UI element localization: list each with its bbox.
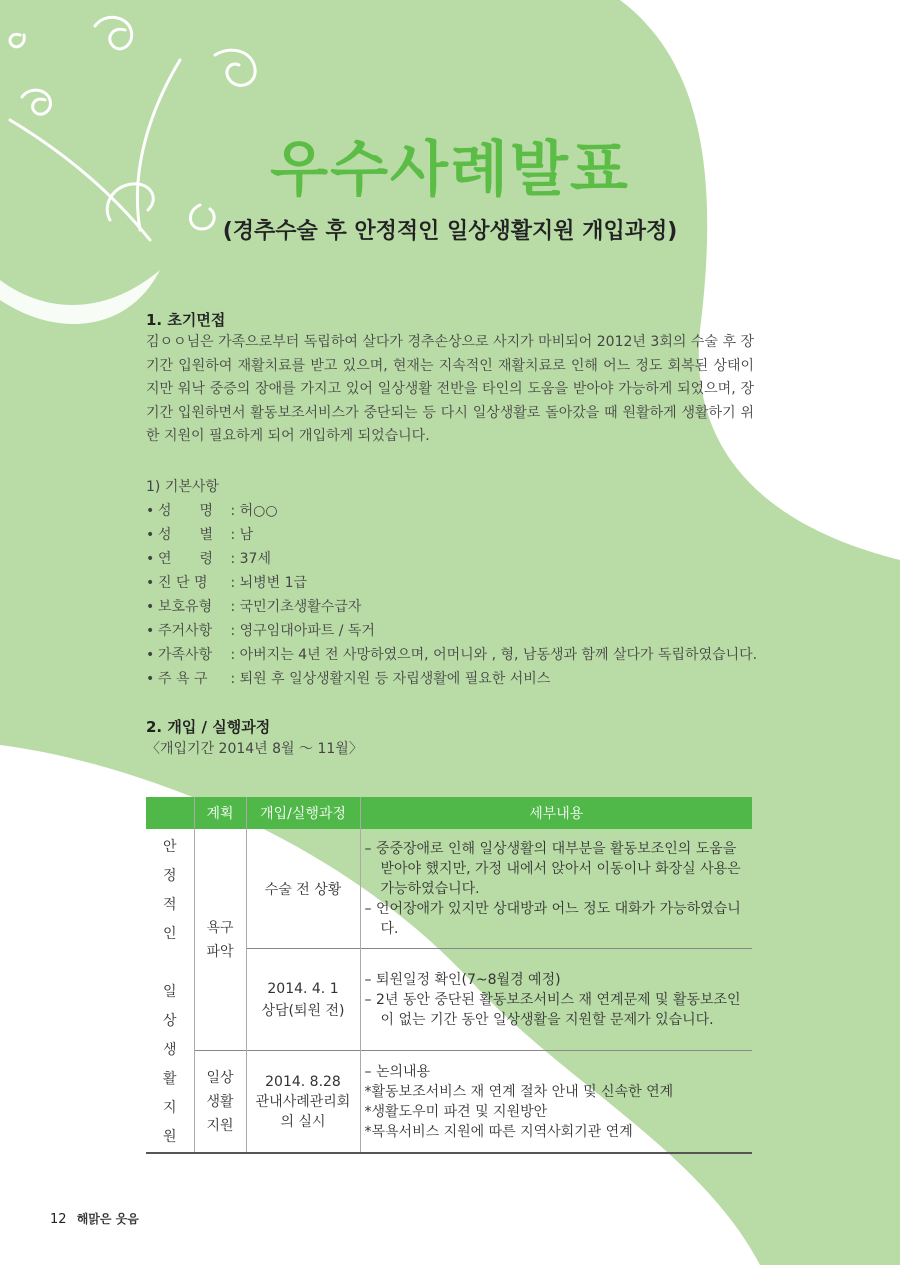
page-subtitle: (경추수술 후 안정적인 일상생활지원 개입과정) bbox=[222, 219, 678, 244]
table-header-cell: 계획 bbox=[194, 797, 246, 829]
list-item: • 성 별 : 남 bbox=[146, 526, 254, 543]
detail-cell: – 퇴원일정 확인(7~8월경 예정) – 2년 동안 중단된 활동보조서비스 재 연계문제 및 활동보조인이 없는 기간 동안 일상생활을 지원할 문제가 있습니다. bbox=[360, 949, 752, 1051]
list-item: • 진 단 명 : 뇌병변 1급 bbox=[146, 574, 308, 591]
list-item: • 주거사항 : 영구임대아파트 / 독거 bbox=[146, 622, 375, 639]
list-item: • 성 명 : 허○○ bbox=[146, 502, 278, 519]
basic-info-list bbox=[146, 499, 758, 691]
table-row bbox=[146, 1051, 752, 1153]
page-number: 12 bbox=[50, 1212, 67, 1227]
process-cell: 2014. 8.28 관내사례관리회 의 실시 bbox=[246, 1051, 360, 1153]
plan-cell: 욕구 파악 bbox=[194, 829, 246, 1051]
intervention-table bbox=[146, 797, 752, 1154]
magazine-logo: 해맑은 웃음 bbox=[76, 1212, 139, 1226]
list-item: • 보호유형 : 국민기초생활수급자 bbox=[146, 598, 362, 615]
table-header-cell: 개입/실행과정 bbox=[246, 797, 360, 829]
table-row bbox=[146, 829, 752, 949]
section1-paragraph: 김ㅇㅇ님은 가족으로부터 독립하여 살다가 경추손상으로 사지가 마비되어 2012년 3회의 수술 후 장기간 입원하여 재활치료를 받고 있으며, 현재는 지속적인 재활치료로 인해 어느 정도 회복된 상태이지만 워낙 중증의 장애를 가지고 있어 일상생활 전반을 타인의 도움을 받아야 가능하게 되었으며, 장기간 입원하면서 활동보조서비스가 중단되는 등 다시 일상생활로 돌아갔을 때 원활하게 생활하기 위한 지원이 필요하게 되어 개입하게 되었습니다. bbox=[146, 334, 754, 444]
list-item: • 가족사항 : 아버지는 4년 전 사망하였으며, 어머니와 , 형, 남동생과 함께 살다가 독립하였습니다. bbox=[146, 646, 758, 663]
table-header-row bbox=[146, 797, 752, 829]
process-cell: 수술 전 상황 bbox=[246, 829, 360, 949]
table-header-cell bbox=[146, 797, 194, 829]
content-area bbox=[146, 310, 758, 761]
process-cell: 2014. 4. 1 상담(퇴원 전) bbox=[246, 949, 360, 1051]
plan-cell: 일상 생활 지원 bbox=[194, 1051, 246, 1153]
intervention-period: 〈개입기간 2014년 8월 ～ 11월〉 bbox=[146, 740, 363, 757]
page-title: 우수사례발표 bbox=[270, 135, 630, 205]
category-vertical-label: 안 정 적 인 일 상 생 활 지 원 bbox=[146, 829, 194, 1153]
list-item: • 연 령 : 37세 bbox=[146, 550, 271, 567]
detail-cell: – 중중장애로 인해 일상생활의 대부분을 활동보조인의 도움을 받아야 했지만, 가정 내에서 앉아서 이동이나 화장실 사용은 가능하였습니다. – 언어장애가 있지만 상대방과 어느 정도 대화가 가능하였습니다. bbox=[360, 829, 752, 949]
detail-cell: – 논의내용 *활동보조서비스 재 연계 절차 안내 및 신속한 연계 *생활도우미 파견 및 지원방안 *목욕서비스 지원에 따른 지역사회기관 연계 bbox=[360, 1051, 752, 1153]
section2-heading: 2. 개입 / 실행과정 bbox=[146, 717, 271, 736]
section1-heading: 1. 초기면접 bbox=[146, 311, 226, 329]
page-footer bbox=[50, 1210, 139, 1227]
basic-info-heading: 1) 기본사항 bbox=[146, 478, 219, 495]
list-item: • 주 욕 구 : 퇴원 후 일상생활지원 등 자립생활에 필요한 서비스 bbox=[146, 670, 551, 687]
table-header-cell: 세부내용 bbox=[360, 797, 752, 829]
